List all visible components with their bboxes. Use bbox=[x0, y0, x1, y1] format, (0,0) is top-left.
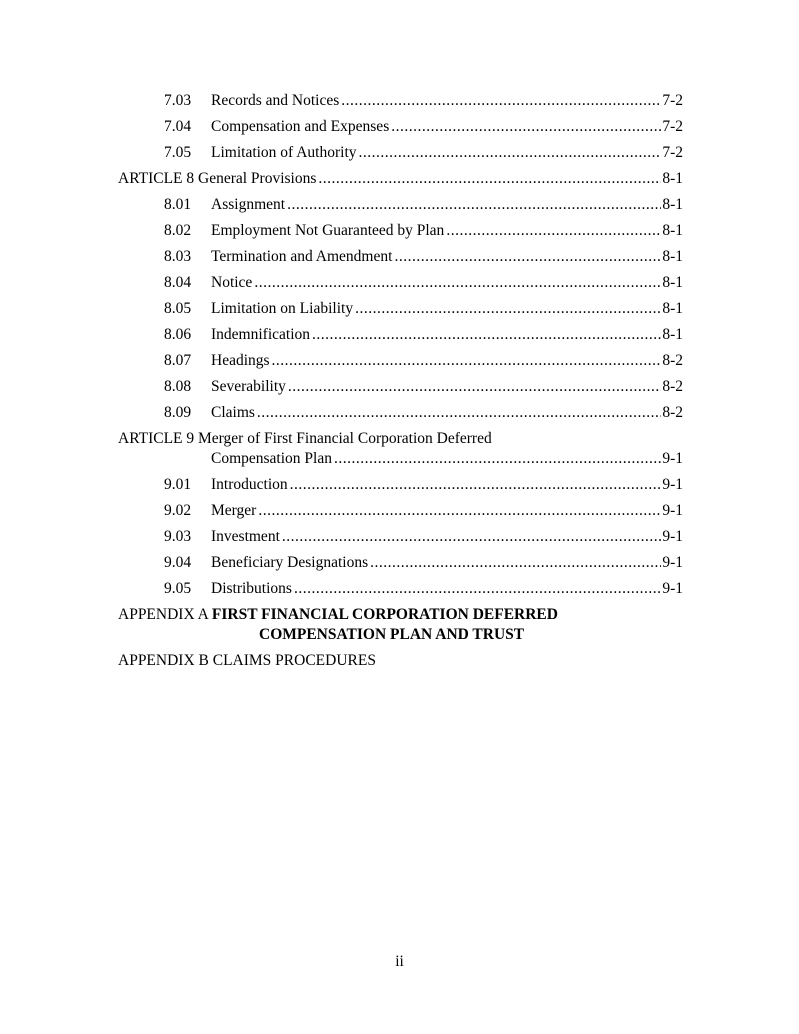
toc-article-9-title-line1: ARTICLE 9 Merger of First Financial Corporation Deferred bbox=[118, 430, 492, 447]
toc-section-row bbox=[118, 92, 683, 118]
toc-section-number: 8.08 bbox=[164, 378, 192, 395]
toc-page-number: 7-2 bbox=[662, 92, 683, 109]
toc-section-title: Investment bbox=[211, 528, 280, 545]
toc-section-number: 8.02 bbox=[164, 222, 192, 239]
toc-section-title: Introduction bbox=[211, 476, 288, 493]
toc-section-row bbox=[118, 300, 683, 326]
dot-leader bbox=[282, 528, 661, 546]
toc-section-number: 9.05 bbox=[164, 580, 192, 597]
toc-section-number: 8.01 bbox=[164, 196, 192, 213]
dot-leader bbox=[341, 92, 661, 110]
toc-section-number: 7.04 bbox=[164, 118, 192, 135]
dot-leader bbox=[446, 222, 661, 240]
toc-appendix-a-title-line2: COMPENSATION PLAN AND TRUST bbox=[259, 626, 525, 643]
toc-page-number: 7-2 bbox=[662, 144, 683, 161]
toc-article-row bbox=[118, 170, 683, 196]
toc-section-number: 9.04 bbox=[164, 554, 192, 571]
toc-section-row bbox=[118, 144, 683, 170]
toc-section-title: Indemnification bbox=[211, 326, 310, 343]
toc-section-title: Notice bbox=[211, 274, 253, 291]
dot-leader bbox=[370, 554, 661, 572]
toc-page-number: 8-1 bbox=[662, 196, 683, 213]
toc-section-title: Compensation and Expenses bbox=[211, 118, 390, 135]
toc-section-title: Termination and Amendment bbox=[211, 248, 393, 265]
dot-leader bbox=[287, 196, 661, 214]
toc-section-number: 8.09 bbox=[164, 404, 192, 421]
toc-section-row bbox=[118, 222, 683, 248]
toc-section-number: 8.05 bbox=[164, 300, 192, 317]
toc-section-number: 7.05 bbox=[164, 144, 192, 161]
dot-leader bbox=[359, 144, 662, 162]
toc-article-9-page: 9-1 bbox=[662, 450, 683, 467]
dot-leader bbox=[258, 502, 661, 520]
toc-section-row bbox=[118, 476, 683, 502]
toc-page-number: 8-1 bbox=[662, 300, 683, 317]
toc-section-title: Claims bbox=[211, 404, 255, 421]
toc-section-number: 8.07 bbox=[164, 352, 192, 369]
toc-section-row bbox=[118, 404, 683, 430]
dot-leader bbox=[288, 378, 661, 396]
toc-page-number: 9-1 bbox=[662, 502, 683, 519]
toc-section-title: Headings bbox=[211, 352, 270, 369]
toc-article-9-title-line2-row bbox=[118, 450, 683, 476]
toc-section-title: Severability bbox=[211, 378, 286, 395]
toc-section-title: Merger bbox=[211, 502, 257, 519]
dot-leader bbox=[355, 300, 661, 318]
toc-section-row bbox=[118, 528, 683, 554]
toc-section-number: 8.04 bbox=[164, 274, 192, 291]
toc-section-row bbox=[118, 554, 683, 580]
toc-page-number: 7-2 bbox=[662, 118, 683, 135]
toc-section-number: 9.01 bbox=[164, 476, 192, 493]
toc-section-row bbox=[118, 118, 683, 144]
dot-leader bbox=[394, 248, 661, 266]
toc-section-row bbox=[118, 352, 683, 378]
dot-leader bbox=[254, 274, 661, 292]
dot-leader bbox=[391, 118, 661, 136]
toc-section-number: 9.03 bbox=[164, 528, 192, 545]
toc-page-number: 8-1 bbox=[662, 248, 683, 265]
dot-leader bbox=[294, 580, 661, 598]
toc-section-row bbox=[118, 326, 683, 352]
toc-section-title: Employment Not Guaranteed by Plan bbox=[211, 222, 445, 239]
dot-leader bbox=[312, 326, 661, 344]
dot-leader bbox=[318, 170, 661, 188]
toc-section-number: 8.06 bbox=[164, 326, 192, 343]
toc-section-title: Limitation of Authority bbox=[211, 144, 357, 161]
toc-appendix-b: APPENDIX B CLAIMS PROCEDURES bbox=[118, 652, 376, 669]
toc-section-row bbox=[118, 248, 683, 274]
toc-article-title: ARTICLE 8 General Provisions bbox=[118, 170, 317, 187]
toc-section-row bbox=[118, 274, 683, 300]
dot-leader bbox=[272, 352, 662, 370]
toc-section-title: Limitation on Liability bbox=[211, 300, 354, 317]
dot-leader bbox=[334, 450, 661, 468]
toc-section-row bbox=[118, 378, 683, 404]
toc-appendix-a bbox=[118, 606, 683, 652]
toc-section-number: 7.03 bbox=[164, 92, 192, 109]
toc-section-number: 8.03 bbox=[164, 248, 192, 265]
toc-page-number: 8-1 bbox=[662, 326, 683, 343]
dot-leader bbox=[290, 476, 662, 494]
toc-page-number: 9-1 bbox=[662, 554, 683, 571]
toc-section-title: Distributions bbox=[211, 580, 292, 597]
toc-section-row bbox=[118, 502, 683, 528]
toc-page-number: 8-1 bbox=[662, 274, 683, 291]
toc-page-number: 8-2 bbox=[662, 404, 683, 421]
toc-page-number: 8-1 bbox=[662, 222, 683, 239]
toc-page-number: 8-2 bbox=[662, 352, 683, 369]
toc-section-title: Beneficiary Designations bbox=[211, 554, 369, 571]
toc-section-title: Assignment bbox=[211, 196, 286, 213]
toc-page-number: 9-1 bbox=[662, 580, 683, 597]
toc-page-number: 8-1 bbox=[662, 170, 683, 187]
toc-section-number: 9.02 bbox=[164, 502, 192, 519]
toc-appendix-a-label: APPENDIX A bbox=[118, 606, 209, 623]
toc-section-row bbox=[118, 580, 683, 606]
toc-article-9-sections bbox=[118, 476, 683, 606]
toc-entries-group bbox=[118, 92, 683, 430]
toc-page-number: 9-1 bbox=[662, 476, 683, 493]
toc-article-9-title-line2: Compensation Plan bbox=[211, 450, 332, 467]
toc-page-number: 9-1 bbox=[662, 528, 683, 545]
dot-leader bbox=[257, 404, 661, 422]
toc-page-number: 8-2 bbox=[662, 378, 683, 395]
table-of-contents bbox=[118, 92, 683, 678]
page-number: ii bbox=[395, 953, 404, 970]
toc-section-title: Records and Notices bbox=[211, 92, 340, 109]
toc-article-9 bbox=[118, 430, 683, 476]
toc-section-row bbox=[118, 196, 683, 222]
toc-appendix-a-title-line1: FIRST FINANCIAL CORPORATION DEFERRED bbox=[211, 606, 558, 623]
